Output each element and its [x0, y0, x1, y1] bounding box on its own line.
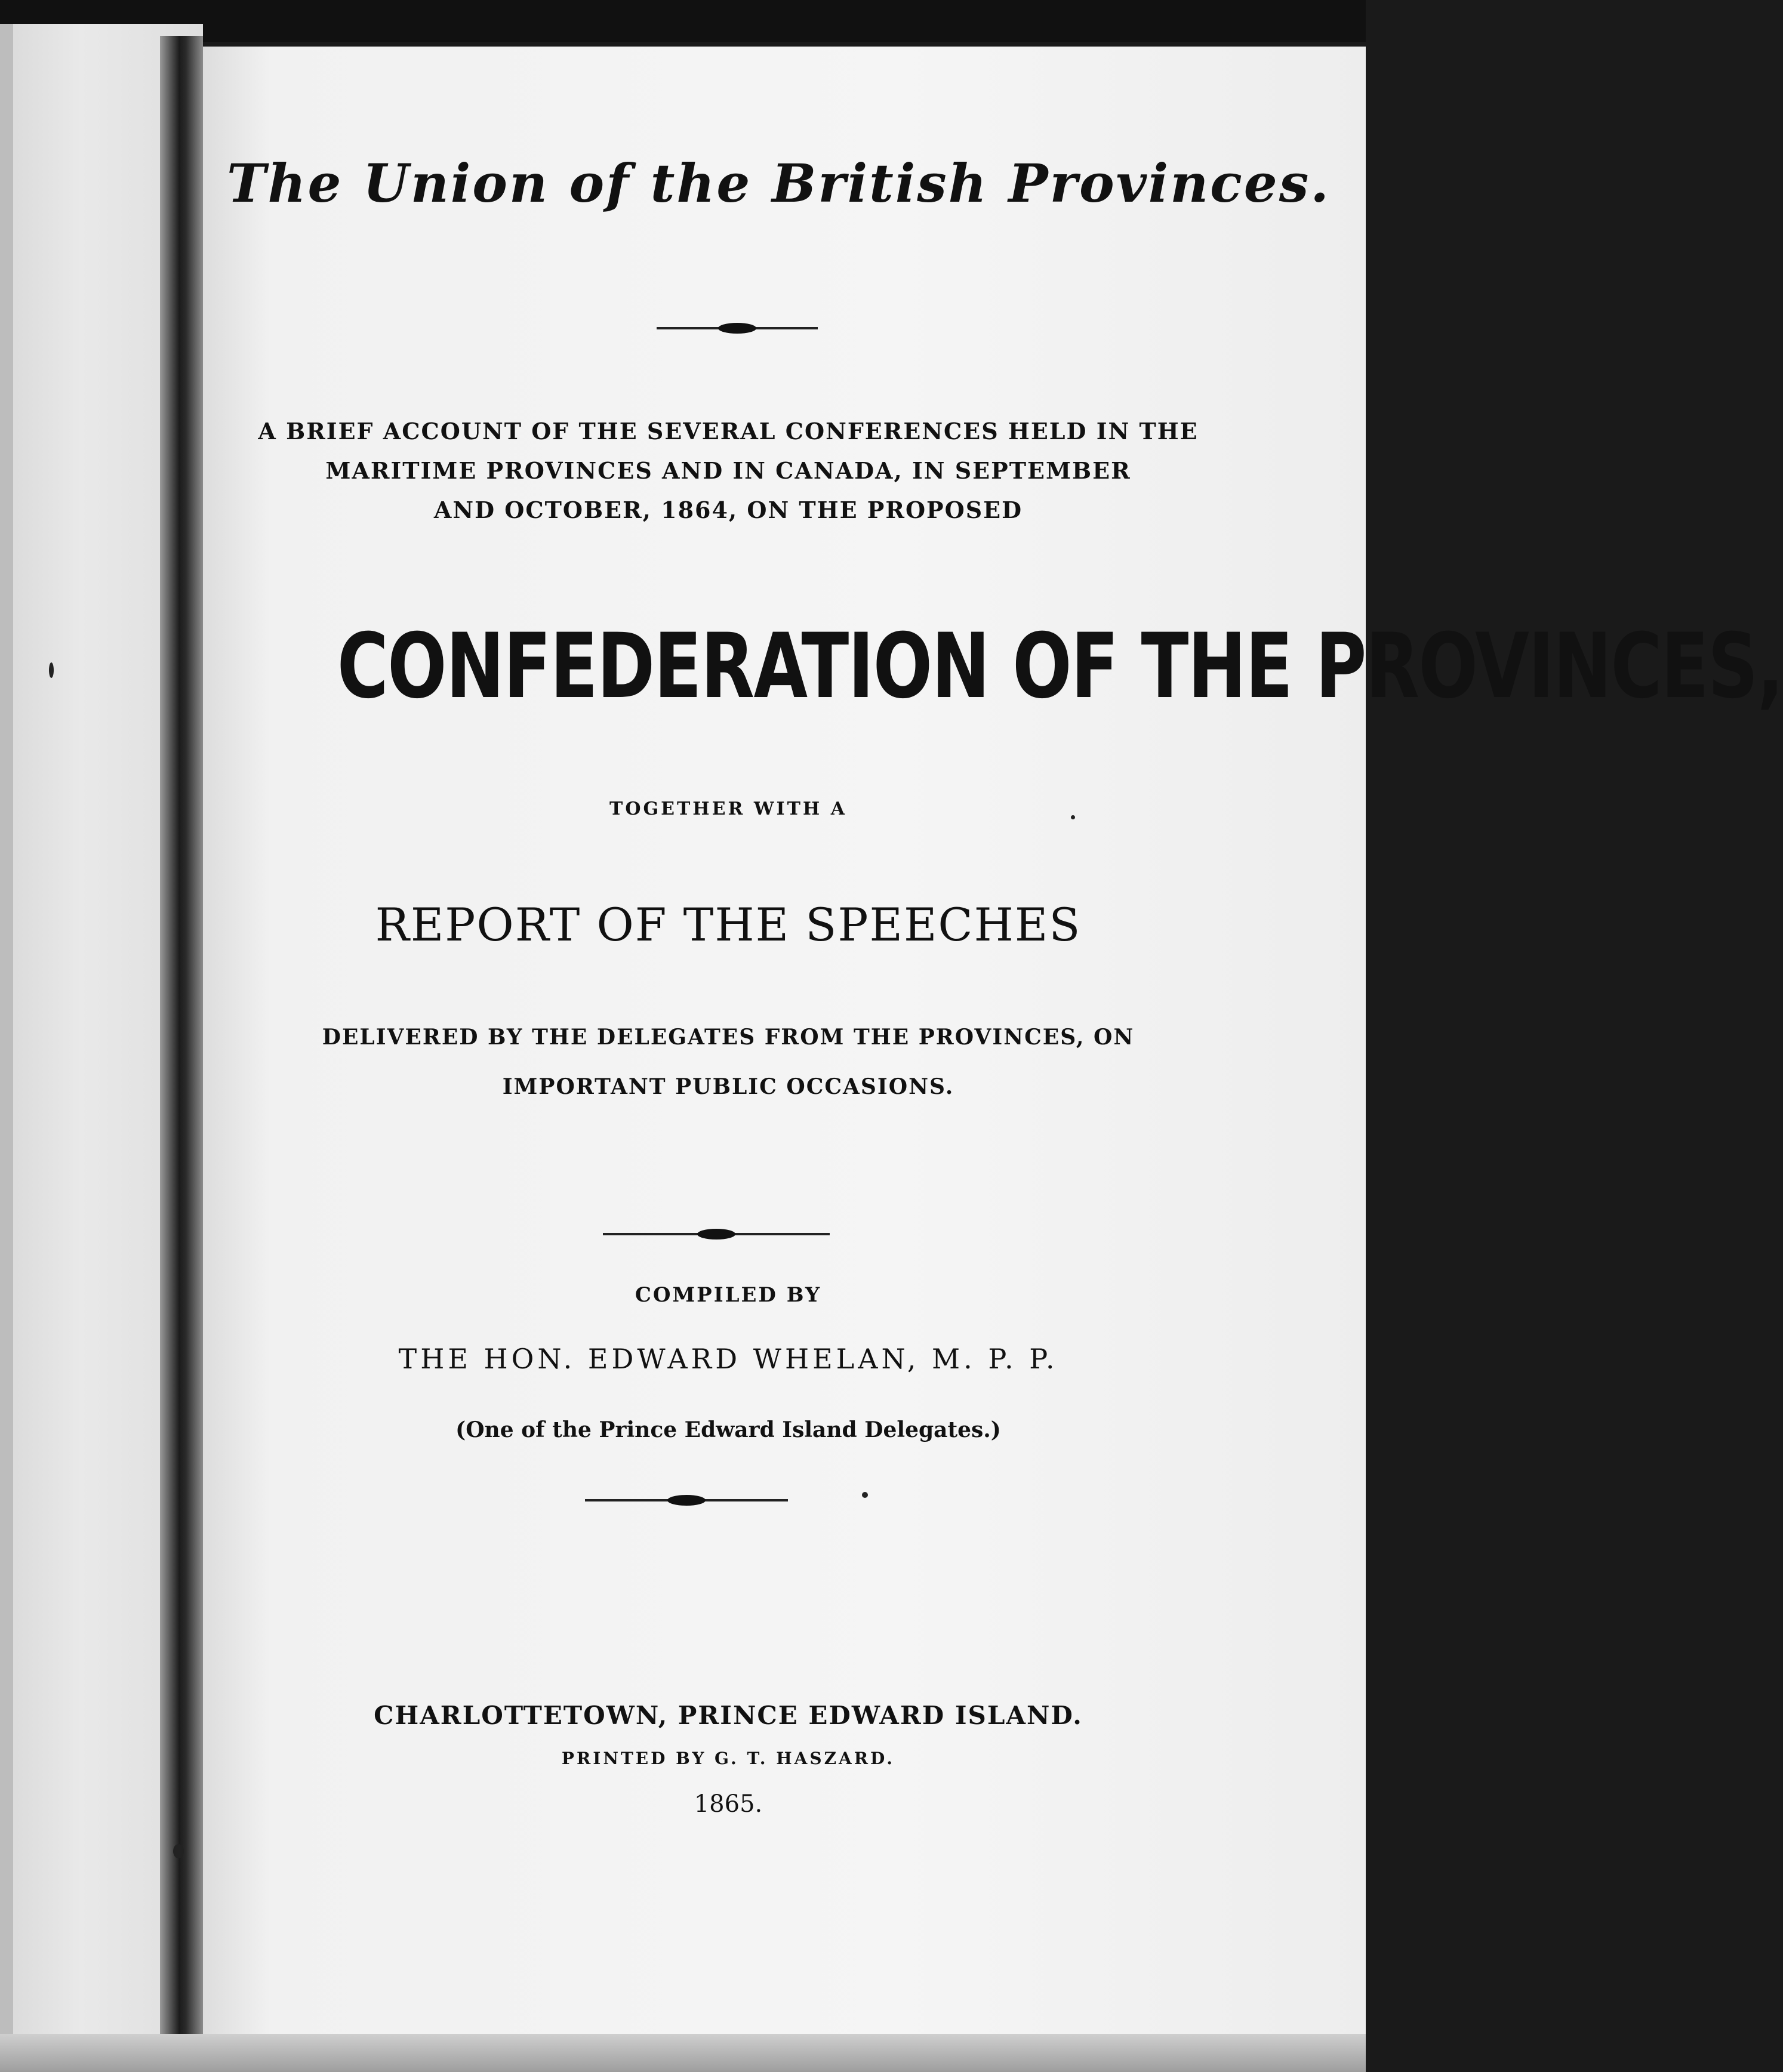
publication-place: CHARLOTTETOWN, PRINCE EDWARD ISLAND.	[374, 1701, 1083, 1730]
report-heading: REPORT OF THE SPEECHES	[375, 898, 1082, 951]
rule-ornament	[718, 323, 756, 334]
ink-speck	[49, 662, 54, 678]
intro-line-3: AND OCTOBER, 1864, ON THE PROPOSED	[433, 497, 1023, 523]
ink-speck	[173, 1844, 184, 1858]
delivered-line-2: IMPORTANT PUBLIC OCCASIONS.	[502, 1074, 954, 1099]
compiler-role: (One of the Prince Edward Island Delegates.)	[455, 1417, 1001, 1442]
rule-ornament	[697, 1229, 735, 1240]
ink-speck	[862, 1492, 868, 1498]
rule-ornament	[667, 1495, 706, 1506]
compiled-by-label: COMPILED BY	[635, 1283, 822, 1307]
ink-speck	[1071, 815, 1075, 819]
ornamental-rule-bottom	[585, 1499, 788, 1501]
delivered-line-1: DELIVERED BY THE DELEGATES FROM THE PROVINCES, ON	[322, 1025, 1135, 1050]
publication-year: 1865.	[694, 1790, 763, 1818]
compiler-name: THE HON. EDWARD WHELAN, M. P. P.	[398, 1343, 1058, 1375]
ornamental-rule-middle	[603, 1233, 830, 1235]
headline: CONFEDERATION OF THE PROVINCES,	[337, 615, 1783, 719]
intro-line-2: MARITIME PROVINCES AND IN CANADA, IN SEPTEMBER	[325, 457, 1131, 484]
together-line: TOGETHER WITH A	[609, 798, 847, 819]
ornamental-rule-top	[657, 327, 818, 329]
intro-line-1: A BRIEF ACCOUNT OF THE SEVERAL CONFERENCES HELD IN THE	[258, 418, 1199, 445]
printer-line: PRINTED BY G. T. HASZARD.	[561, 1749, 895, 1768]
page-title: The Union of the British Provinces.	[227, 152, 1331, 214]
